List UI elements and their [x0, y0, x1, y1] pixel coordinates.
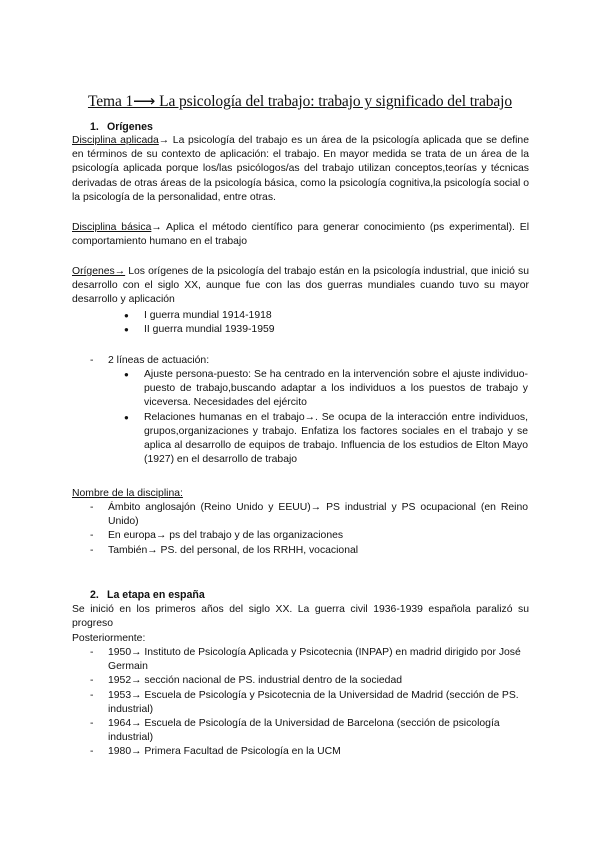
list-item: - 1964→ Escuela de Psicología de la Universidad de Barcelona (sección de psicología industrial) [108, 717, 528, 745]
section-2-heading [90, 588, 205, 602]
list-item: - 1952→ sección nacional de PS. industrial dentro de la sociedad [108, 674, 528, 688]
page-title: Tema 1⟶ La psicología del trabajo: trabajo y significado del trabajo [87, 93, 513, 110]
lines-list [144, 368, 528, 467]
section-1-number: 1. [90, 121, 99, 133]
text-basic: → Aplica el método científico para generar conocimiento (ps experimental). El comportamiento humano en el trabajo [72, 222, 530, 248]
text-origins: Los orígenes de la psicología del trabajo están en la psicología industrial, que inició su desarrollo con el siglo XX, aunque fue con las dos guerras mundiales cuando tuvo su mayor desarrollo y aplicación [72, 266, 529, 306]
paragraph-spain-intro: Se inició en los primeros años del siglo XX. La guerra civil 1936-1939 española paralizó su progreso [72, 604, 529, 630]
paragraph-later: Posteriormente: [72, 633, 146, 644]
list-item: - 1950→ Instituto de Psicología Aplicada y Psicotecnia (INPAP) en madrid dirigido por José Germain [108, 646, 528, 674]
section-2-number: 2. [90, 589, 99, 601]
term-basic: Disciplina básica [72, 222, 152, 233]
term-origins: Orígenes→ [72, 266, 126, 277]
list-item: - En europa→ ps del trabajo y de las organizaciones [108, 529, 528, 543]
list-item: - 1980→ Primera Facultad de Psicología en la UCM [108, 745, 528, 759]
text-applied: → La psicología del trabajo es un área de la psicología aplicada que se define en términos de su contexto de aplicación: el trabajo. En mayor medida se trata de un área de la psicología aplicada porque los/las psicólogos/as del trabajo utilizan conceptos,teorías y técnicas derivadas de otras áreas de la psicología básica, como la psicología cognitiva,la psicología social o la psicología de la personalidad, entre otras. [72, 135, 529, 203]
list-item: ● I guerra mundial 1914-1918 [144, 309, 524, 323]
lines-label-list [108, 354, 528, 368]
section-1-heading [90, 120, 153, 134]
names-list [108, 501, 528, 558]
list-item: ● Relaciones humanas en el trabajo→. Se ocupa de la interacción entre individuos, grupos,organizaciones y trabajo. Enfatiza los factores sociales en el trabajo y se aplica al desarrollo de equipos de trabajo. Influencia de los estudios de Elton Mayo (1927) en el desarrollo de trabajo [144, 411, 528, 468]
paragraph-applied [72, 134, 529, 205]
list-item: - También→ PS. del personal, de los RRHH, vocacional [108, 544, 528, 558]
list-item: ● Ajuste persona-puesto: Se ha centrado en la intervención sobre el ajuste individuo-puesto de trabajo,buscando adaptar a los individuos a los puestos de trabajo y viceversa. Necesidades del ejército [144, 368, 528, 411]
list-item: - 1953→ Escuela de Psicología y Psicotecnia de la Universidad de Madrid (sección de PS. industrial) [108, 689, 528, 717]
wars-list [144, 309, 524, 337]
list-item: ● II guerra mundial 1939-1959 [144, 323, 524, 337]
section-1-title: Orígenes [107, 121, 153, 133]
list-item: - Ámbito anglosajón (Reino Unido y EEUU)→ PS industrial y PS ocupacional (en Reino Unido) [108, 501, 528, 529]
paragraph-basic [72, 221, 529, 249]
lines-label: - 2 líneas de actuación: [108, 354, 528, 368]
section-2-title: La etapa en españa [107, 589, 205, 601]
term-applied: Disciplina aplicada [72, 135, 159, 146]
name-heading: Nombre de la disciplina: [72, 488, 183, 499]
spain-list [108, 646, 528, 760]
paragraph-origins [72, 265, 529, 308]
